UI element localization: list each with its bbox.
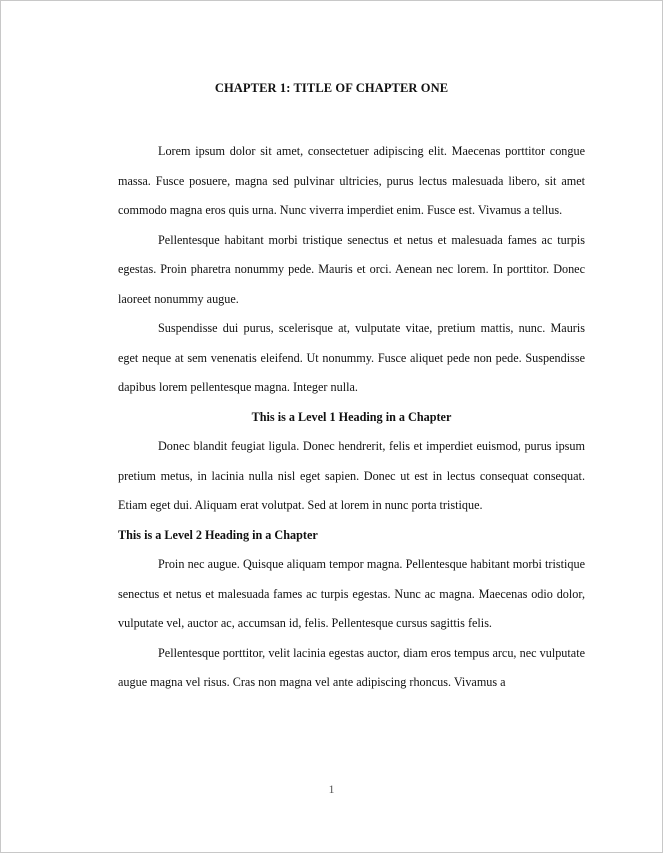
body-text (118, 137, 585, 698)
page-number: 1 (328, 782, 335, 796)
level2-heading: This is a Level 2 Heading in a Chapter (118, 527, 318, 542)
paragraph: Lorem ipsum dolor sit amet, consectetuer adipiscing elit. Maecenas porttitor congue massa. Fusce posuere, magna sed pulvinar ultricies, purus lectus malesuada libero, sit amet commodo magna eros quis urna. Nunc viverra imperdiet enim. Fusce est. Vivamus a tellus. (118, 144, 585, 217)
paragraph: Pellentesque habitant morbi tristique senectus et netus et malesuada fames ac turpis egestas. Proin pharetra nonummy pede. Mauris et orci. Aenean nec lorem. In porttitor. Donec laoreet nonummy augue. (118, 232, 585, 306)
paragraph: Pellentesque porttitor, velit lacinia egestas auctor, diam eros tempus arcu, nec vulputate augue magna vel risus. Cras non magna vel ante adipiscing rhoncus. Vivamus a (118, 645, 585, 689)
paragraph: Proin nec augue. Quisque aliquam tempor magna. Pellentesque habitant morbi tristique senectus et netus et malesuada fames ac turpis egestas. Nunc ac magna. Maecenas odio dolor, vulputate vel, auctor ac, accumsan id, felis. Pellentesque cursus sagittis felis. (118, 557, 585, 630)
paragraph: Donec blandit feugiat ligula. Donec hendrerit, felis et imperdiet euismod, purus ipsum pretium metus, in lacinia nulla nisl eget sapien. Donec ut est in lectus consequat consequat. Etiam eget dui. Aliquam erat volutpat. Sed at lorem in nunc porta tristique. (118, 439, 585, 512)
paragraph: Suspendisse dui purus, scelerisque at, vulputate vitae, pretium mattis, nunc. Mauris eget neque at sem venenatis eleifend. Ut nonummy. Fusce aliquet pede non pede. Suspendisse dapibus lorem pellentesque magna. Integer nulla. (118, 321, 585, 394)
chapter-title: CHAPTER 1: TITLE OF CHAPTER ONE (214, 81, 449, 95)
level1-heading: This is a Level 1 Heading in a Chapter (251, 409, 452, 424)
